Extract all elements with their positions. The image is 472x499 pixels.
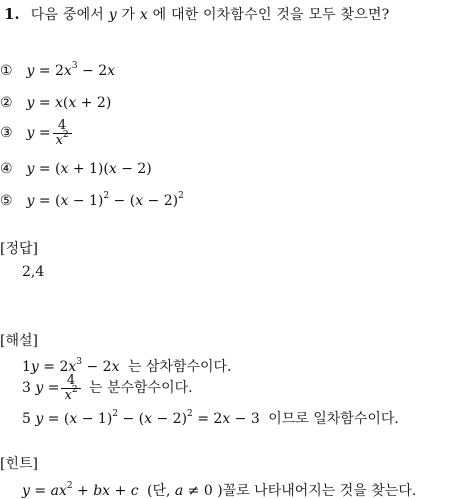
explanation-text: 는 삼차함수이다. bbox=[127, 359, 232, 375]
option-expression: y = $\frac{4}{x^2}$ bbox=[26, 125, 73, 141]
option-expression: $y = (x - 1)^2 - (x - 2)^2$ bbox=[26, 191, 184, 209]
hint-expression: $y = ax^2$ + bx + c bbox=[22, 481, 139, 499]
explanation-number: 1 bbox=[22, 359, 31, 375]
option-marker: ① bbox=[0, 63, 13, 79]
explanation-header: [해설] bbox=[0, 333, 38, 349]
explanation-number: 5 bbox=[22, 411, 31, 427]
option-marker: ② bbox=[0, 95, 13, 111]
question-text: 다음 중에서 y 가 x 에 대한 이차함수인 것을 모두 찾으면? bbox=[30, 7, 390, 23]
option-expression: y = (x + 1)(x − 2) bbox=[26, 161, 152, 177]
option-2 bbox=[0, 95, 111, 111]
question bbox=[4, 4, 389, 24]
answer-header: [정답] bbox=[0, 241, 38, 257]
explanation-text: 는 분수함수이다. bbox=[89, 380, 193, 397]
explanation-line-2 bbox=[22, 374, 193, 402]
option-marker: ④ bbox=[0, 161, 13, 177]
option-3 bbox=[0, 119, 74, 147]
question-number: 1. bbox=[4, 5, 20, 23]
option-4 bbox=[0, 161, 152, 177]
option-5 bbox=[0, 193, 184, 209]
option-expression: $y = 2x^3 - 2x$ bbox=[26, 61, 116, 79]
hint-line bbox=[22, 480, 416, 499]
option-marker: ⑤ bbox=[0, 193, 13, 209]
explanation-expression: $y = (x - 1)^2 - (x - 2)^2 = 2x - 3$ bbox=[35, 409, 260, 427]
explanation-line-3 bbox=[22, 408, 399, 428]
explanation-number: 3 bbox=[22, 380, 31, 397]
hint-header: [힌트] bbox=[0, 456, 38, 472]
explanation-text: 이므로 일차함수이다. bbox=[268, 411, 399, 427]
hint-condition: (단, a ≠ 0 ) bbox=[146, 483, 223, 499]
explanation-line-1 bbox=[22, 356, 232, 376]
hint-text: 꼴로 나타내어지는 것을 찾는다. bbox=[222, 483, 417, 499]
fraction: $\frac{4}{x^2}$ bbox=[53, 119, 72, 147]
answer-value: 2,4 bbox=[22, 264, 45, 280]
option-1 bbox=[0, 63, 115, 79]
option-expression: y = x(x + 2) bbox=[26, 95, 112, 111]
option-marker: ③ bbox=[0, 125, 13, 142]
explanation-expression: $y = 2x^3 - 2x$ bbox=[30, 357, 120, 375]
fraction: $\frac{4}{x^2}$ bbox=[61, 374, 80, 402]
explanation-expression: y = $\frac{4}{x^2}$ bbox=[35, 380, 82, 396]
